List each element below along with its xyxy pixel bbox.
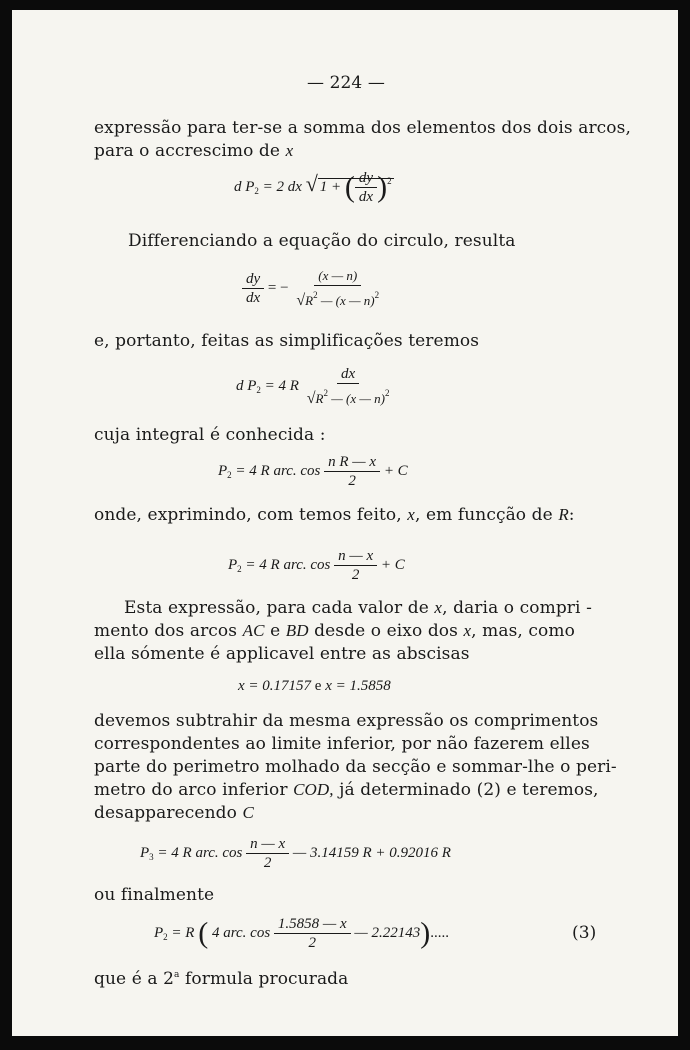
math-variable: BD xyxy=(285,621,309,640)
equation-p2-r xyxy=(228,548,405,583)
fraction xyxy=(242,271,264,306)
eq-tail: + C xyxy=(383,462,408,479)
radical-sign: √ xyxy=(306,390,316,407)
eq-rhs: = R xyxy=(171,924,195,941)
eq-lhs: P xyxy=(140,844,150,861)
radical-sign: √ xyxy=(305,170,318,196)
math-variable: x xyxy=(407,505,415,524)
paragraph-line xyxy=(94,964,348,990)
denominator: 2 xyxy=(263,855,272,871)
paragraph-line: ella sómente é applicavel entre as abscisas xyxy=(94,644,470,664)
text-span: e xyxy=(270,621,281,641)
exponent: 2 xyxy=(313,290,318,300)
eq-rhs: = 4 R arc. cos xyxy=(157,844,243,861)
eq-rhs: = 4 R xyxy=(264,377,299,394)
abscissa-upper: x = 1.5858 xyxy=(325,678,391,694)
numerator: 1.5858 — x xyxy=(274,916,351,934)
eq-subscript: 2 xyxy=(227,469,232,480)
eq-subscript: 2 xyxy=(256,384,261,395)
numerator: (x — n) xyxy=(314,268,361,286)
denominator: dx xyxy=(358,189,374,205)
denominator: 2 xyxy=(348,473,356,489)
text-span: para o accrescimo de xyxy=(94,141,281,161)
radical-sign: √ xyxy=(296,292,306,309)
fraction xyxy=(324,454,380,489)
denominator: dx xyxy=(246,290,261,306)
eq-tail: + C xyxy=(380,556,405,573)
fraction xyxy=(246,836,289,871)
paragraph-line xyxy=(94,620,575,642)
fraction xyxy=(334,548,377,583)
paragraph-line: correspondentes ao limite inferior, por não fazerem elles xyxy=(94,734,590,754)
text-span: que é a 2 xyxy=(94,969,175,989)
paren: ( xyxy=(198,916,209,950)
numerator: dy xyxy=(355,170,377,188)
paragraph-line xyxy=(94,802,254,824)
paren: ( xyxy=(344,170,355,204)
text-span: : xyxy=(568,505,575,525)
paragraph-line: e, portanto, feitas as simplificações teremos xyxy=(94,331,480,351)
exponent: 2 xyxy=(385,388,390,398)
equation-dp2-radical xyxy=(236,366,394,407)
denominator: 2 xyxy=(351,567,360,583)
math-variable: C xyxy=(242,803,254,822)
eq-rhs: = 2 dx xyxy=(262,178,302,195)
den-term: R xyxy=(305,293,314,308)
text-span: desapparecendo xyxy=(94,803,237,823)
exponent: 2 xyxy=(387,175,392,186)
eq-subscript: 2 xyxy=(254,185,259,196)
exponent: 2 xyxy=(374,290,380,300)
math-variable: R xyxy=(558,505,569,524)
book-page xyxy=(12,10,678,1036)
text-span: , mas, como xyxy=(471,621,575,641)
equation-dp2 xyxy=(234,170,394,205)
math-variable: x xyxy=(463,621,472,640)
paren: ) xyxy=(420,916,431,950)
fraction xyxy=(355,170,377,205)
eq-lhs: P xyxy=(154,924,164,941)
eq-tail: — 3.14159 R + 0.92016 R xyxy=(292,844,451,861)
paragraph-line xyxy=(124,597,592,619)
fraction xyxy=(292,268,383,309)
text-span: desde o eixo dos xyxy=(314,621,458,641)
text-span: , daria o compri - xyxy=(442,598,592,618)
math-variable: COD, xyxy=(293,780,334,799)
eq-subscript: 2 xyxy=(237,563,242,574)
paragraph-line xyxy=(94,504,575,526)
paragraph-line: ou finalmente xyxy=(94,885,215,905)
denominator: 2 xyxy=(308,935,317,951)
text-span: , em funcção de xyxy=(414,505,553,525)
eq-lhs: P xyxy=(218,462,228,479)
eq-inner: 4 arc. cos xyxy=(211,924,271,941)
equation-dydx xyxy=(242,268,383,309)
den-term: — (x — n) xyxy=(331,391,385,406)
equation-p2-integral xyxy=(218,454,408,489)
ordinal-superscript: a xyxy=(174,970,180,980)
den-term: — (x — n) xyxy=(320,293,375,308)
paragraph-line: expressão para ter-se a somma dos elementos dos dois arcos, xyxy=(94,118,631,138)
page-number: — 224 — xyxy=(307,73,385,93)
eq-subscript: 2 xyxy=(163,931,168,942)
conjunction: e xyxy=(314,678,322,694)
text-span: Esta expressão, para cada valor de xyxy=(124,598,429,618)
numerator: n R — x xyxy=(324,454,380,472)
eq-sign: = − xyxy=(267,279,289,296)
equation-abscissas xyxy=(238,678,391,695)
paragraph-line xyxy=(94,779,599,801)
paragraph-line: cuja integral é conhecida : xyxy=(94,425,326,445)
fraction xyxy=(303,366,394,407)
numerator: dx xyxy=(337,366,359,384)
numerator: n — x xyxy=(334,548,377,566)
equation-p2-final xyxy=(154,916,449,951)
paragraph-line: parte do perimetro molhado da secção e sommar-lhe o peri- xyxy=(94,757,617,777)
paragraph-line: devemos subtrahir da mesma expressão os comprimentos xyxy=(94,711,599,731)
equation-label: (3) xyxy=(572,923,597,943)
text-span: mento dos arcos xyxy=(94,621,238,641)
text-span: onde, exprimindo, com temos feito, xyxy=(94,505,402,525)
ellipsis: ..... xyxy=(430,924,449,941)
eq-rhs: = 4 R arc. cos xyxy=(235,462,321,479)
radicand-prefix: 1 + xyxy=(319,178,342,195)
equation-p3 xyxy=(140,836,451,871)
numerator: n — x xyxy=(246,836,289,854)
math-variable: AC xyxy=(242,621,265,640)
math-variable: x xyxy=(285,141,294,160)
text-span: formula procurada xyxy=(185,969,349,989)
paragraph-line xyxy=(94,140,293,162)
abscissa-lower: x = 0.17157 xyxy=(238,678,312,694)
eq-lhs: d P xyxy=(234,178,255,195)
eq-subscript: 3 xyxy=(149,851,154,862)
eq-lhs: d P xyxy=(236,377,257,394)
fraction xyxy=(274,916,351,951)
text-span: já determinado (2) e teremos, xyxy=(339,780,599,800)
denominator xyxy=(292,286,383,309)
den-term: R xyxy=(315,391,324,406)
exponent: 2 xyxy=(323,388,328,398)
eq-tail: — 2.22143 xyxy=(354,924,421,941)
numerator: dy xyxy=(242,271,264,289)
text-span: metro do arco inferior xyxy=(94,780,288,800)
paren: ) xyxy=(377,170,388,204)
denominator xyxy=(303,384,394,407)
math-variable: x xyxy=(434,598,443,617)
eq-rhs: = 4 R arc. cos xyxy=(245,556,331,573)
radicand xyxy=(318,170,394,205)
eq-lhs: P xyxy=(228,556,238,573)
paragraph-line: Differenciando a equação do circulo, resulta xyxy=(128,231,516,251)
